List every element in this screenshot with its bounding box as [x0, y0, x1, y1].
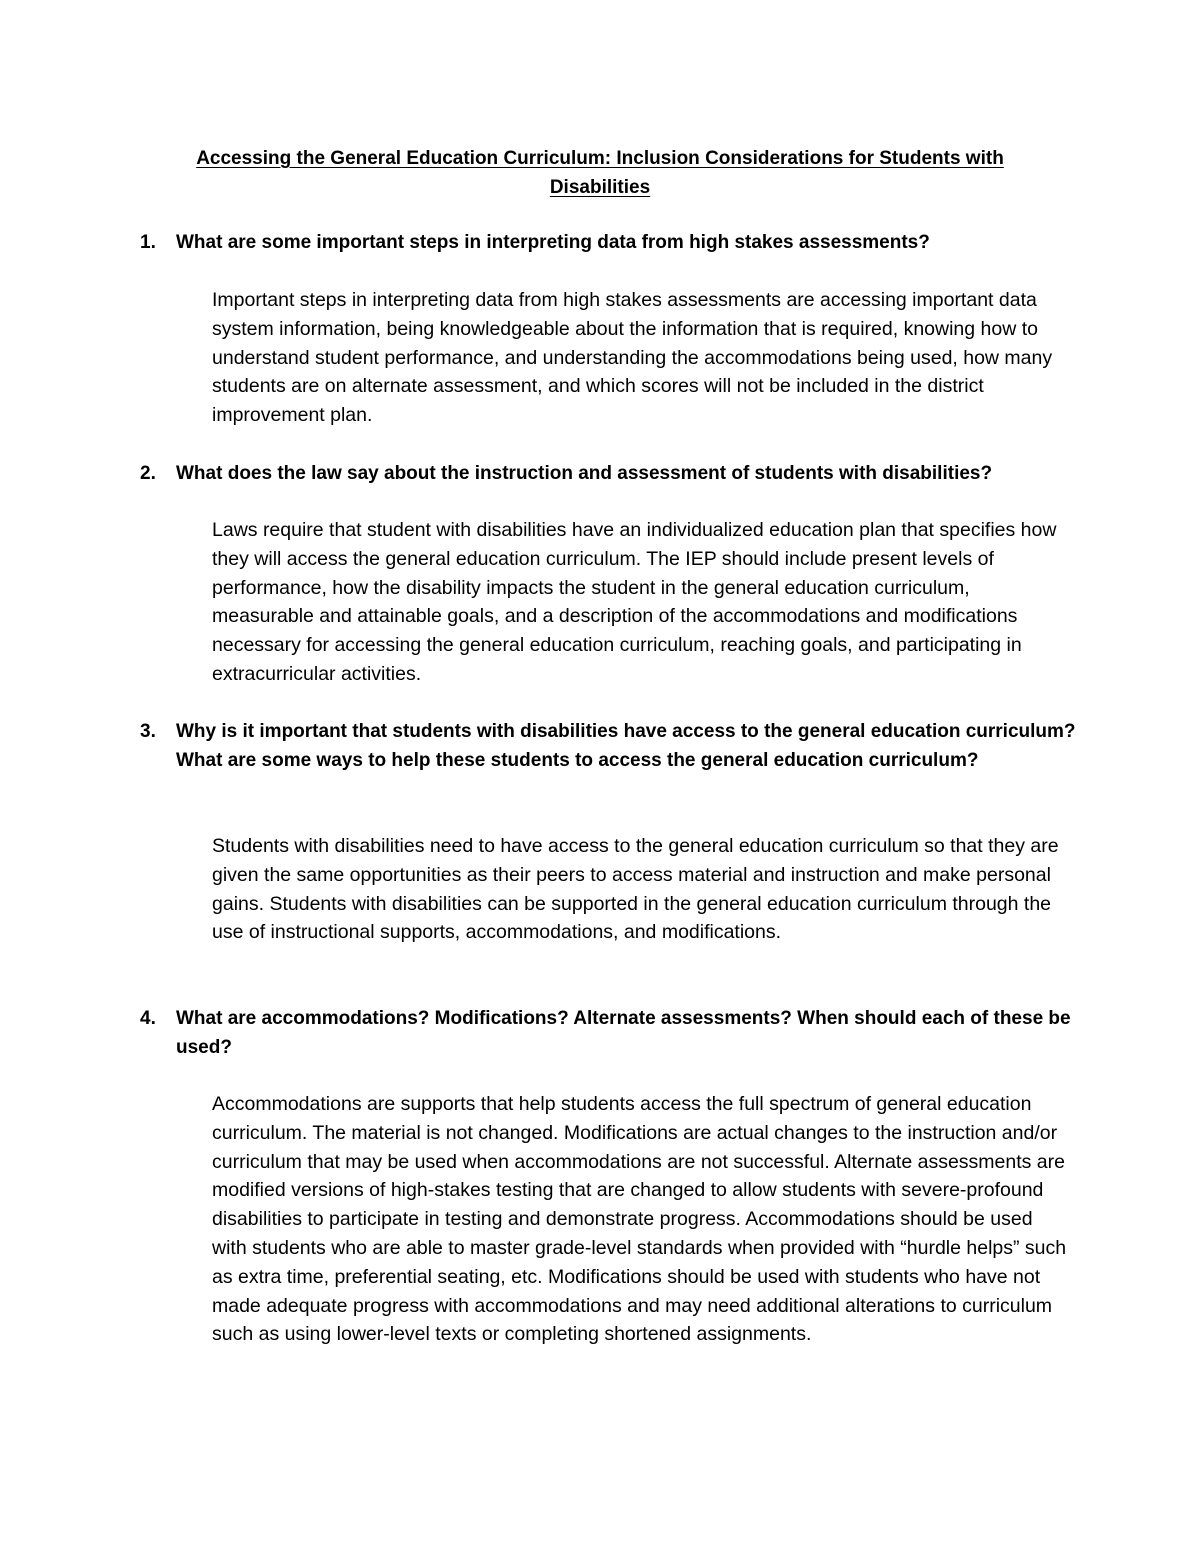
question-number: 3.: [140, 721, 156, 742]
document-title: Accessing the General Education Curriculum: Inclusion Considerations for Students with Disabilities: [196, 148, 1004, 198]
question-2: [140, 459, 1076, 488]
question-number: 1.: [140, 232, 156, 253]
answer-3: Students with disabilities need to have access to the general education curriculum so that they are given the same opportunities as their peers to access material and instruction and make personal gains. Students with disabilities can be supported in the general education curriculum through the use of instructional supports, accommodations, and modifications.: [212, 835, 1059, 944]
question-text: What are some important steps in interpreting data from high stakes assessments?: [176, 232, 930, 253]
question-1: [140, 228, 1076, 257]
question-text: What are accommodations? Modifications? Alternate assessments? When should each of these be used?: [176, 1008, 1071, 1058]
question-text: Why is it important that students with disabilities have access to the general education curriculum? What are some ways to help these students to access the general education curriculum?: [176, 721, 1076, 771]
question-text: What does the law say about the instruction and assessment of students with disabilities?: [176, 463, 993, 484]
answer-1: Important steps in interpreting data from high stakes assessments are accessing important data system information, being knowledgeable about the information that is required, knowing how to understand student performance, and understanding the accommodations being used, how many students are on alternate assessment, and which scores will not be included in the district improvement plan.: [212, 289, 1053, 427]
question-4: [140, 1004, 1076, 1062]
answer-4: Accommodations are supports that help students access the full spectrum of general education curriculum. The material is not changed. Modifications are actual changes to the instruction and/or curriculum that may be used when accommodations are not successful. Alternate assessments are modified versions of high-stakes testing that are changed to allow students with severe-profound disabilities to participate in testing and demonstrate progress. Accommodations should be used with students who are able to master grade-level standards when provided with “hurdle helps” such as extra time, preferential seating, etc. Modifications should be used with students who have not made adequate progress with accommodations and may need additional alterations to curriculum such as using lower-level texts or completing shortened assignments.: [212, 1093, 1067, 1346]
answer-2: Laws require that student with disabilities have an individualized education plan that specifies how they will access the general education curriculum. The IEP should include present levels of performance, how the disability impacts the student in the general education curriculum, measurable and attainable goals, and a description of the accommodations and modifications necessary for accessing the general education curriculum, reaching goals, and participating in extracurricular activities.: [212, 519, 1057, 685]
question-number: 2.: [140, 463, 156, 484]
question-number: 4.: [140, 1008, 156, 1029]
question-3: [140, 717, 1076, 775]
